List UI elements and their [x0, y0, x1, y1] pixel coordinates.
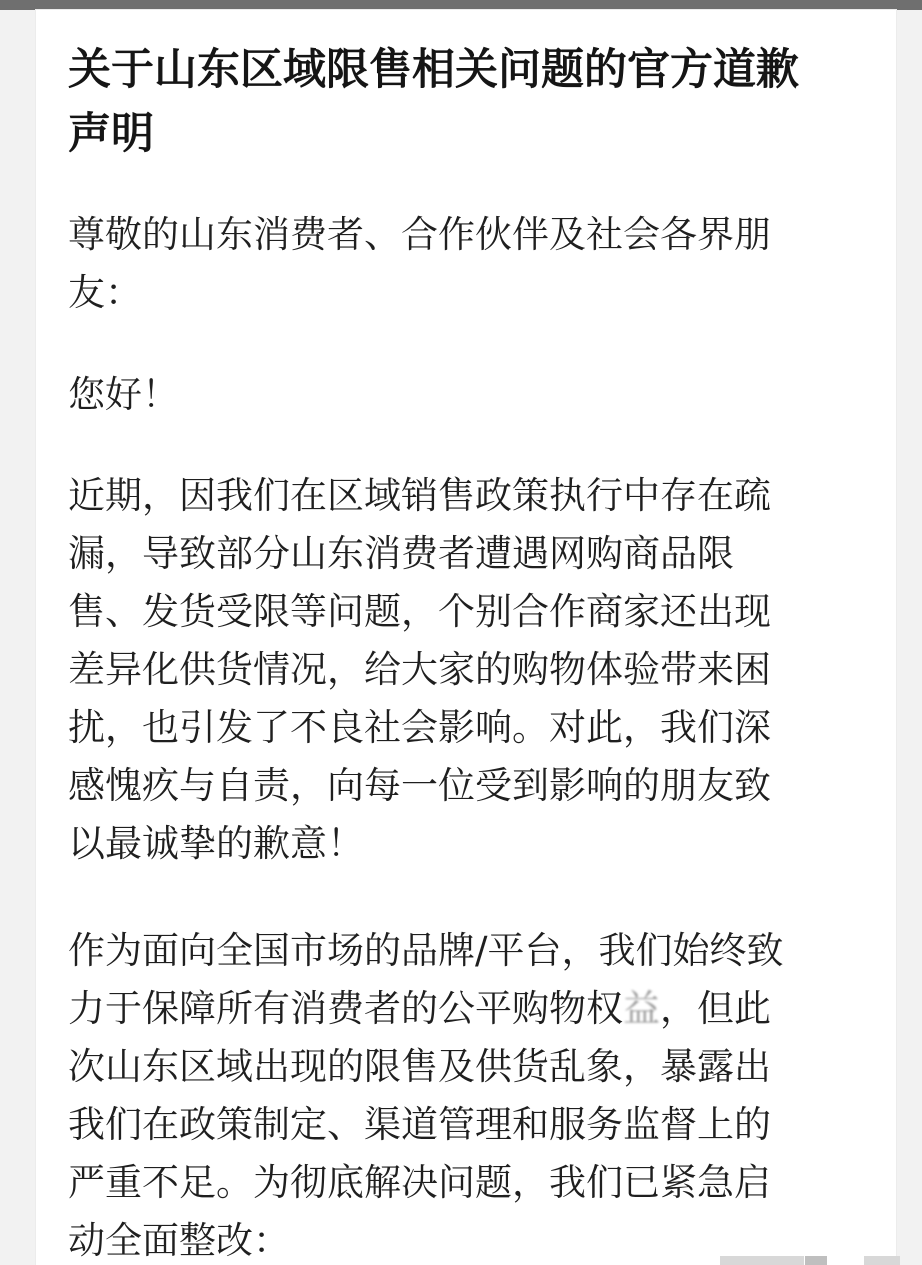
body-line: 作为面向全国市场的品牌/平台，我们始终致 — [68, 929, 784, 972]
greeting-line: 尊敬的山东消费者、合作伙伴及社会各界朋 — [68, 213, 771, 256]
body-text: 力于保障所有消费者的公平购物权 — [68, 987, 623, 1030]
body-line: 次山东区域出现的限售及供货乱象，暴露出 — [68, 1045, 771, 1088]
hello-paragraph — [68, 366, 858, 424]
top-strip — [0, 0, 922, 10]
hello-line: 您好！ — [68, 373, 179, 416]
body-line: 售、发货受限等问题，个别合作商家还出现 — [68, 590, 771, 633]
body-line: 严重不足。为彻底解决问题，我们已紧急启 — [68, 1161, 771, 1204]
body-line: 扰，也引发了不良社会影响。对此，我们深 — [68, 706, 771, 749]
body-text: ，但此 — [660, 987, 771, 1030]
document-title — [68, 38, 868, 166]
blurred-character: 益 — [623, 987, 660, 1030]
bottom-toolbar-segment — [720, 1256, 804, 1265]
body-line: 我们在政策制定、渠道管理和服务监督上的 — [68, 1103, 771, 1146]
greeting-paragraph — [68, 206, 858, 322]
bottom-toolbar-segment — [864, 1256, 900, 1265]
body-line — [68, 980, 858, 1038]
body-line: 感愧疚与自责，向每一位受到影响的朋友致 — [68, 764, 771, 807]
rectification-paragraph — [68, 922, 858, 1265]
title-line: 声明 — [68, 109, 154, 159]
body-line: 以最诚挚的歉意！ — [68, 822, 364, 865]
title-line: 关于山东区域限售相关问题的官方道歉 — [68, 45, 799, 95]
body-line: 动全面整改： — [68, 1219, 290, 1262]
greeting-line: 友： — [68, 271, 142, 314]
body-line: 漏，导致部分山东消费者遭遇网购商品限 — [68, 532, 734, 575]
body-line: 近期，因我们在区域销售政策执行中存在疏 — [68, 474, 771, 517]
apology-paragraph — [68, 467, 858, 873]
body-line: 差异化供货情况，给大家的购物体验带来困 — [68, 648, 771, 691]
bottom-toolbar-segment — [805, 1256, 827, 1265]
